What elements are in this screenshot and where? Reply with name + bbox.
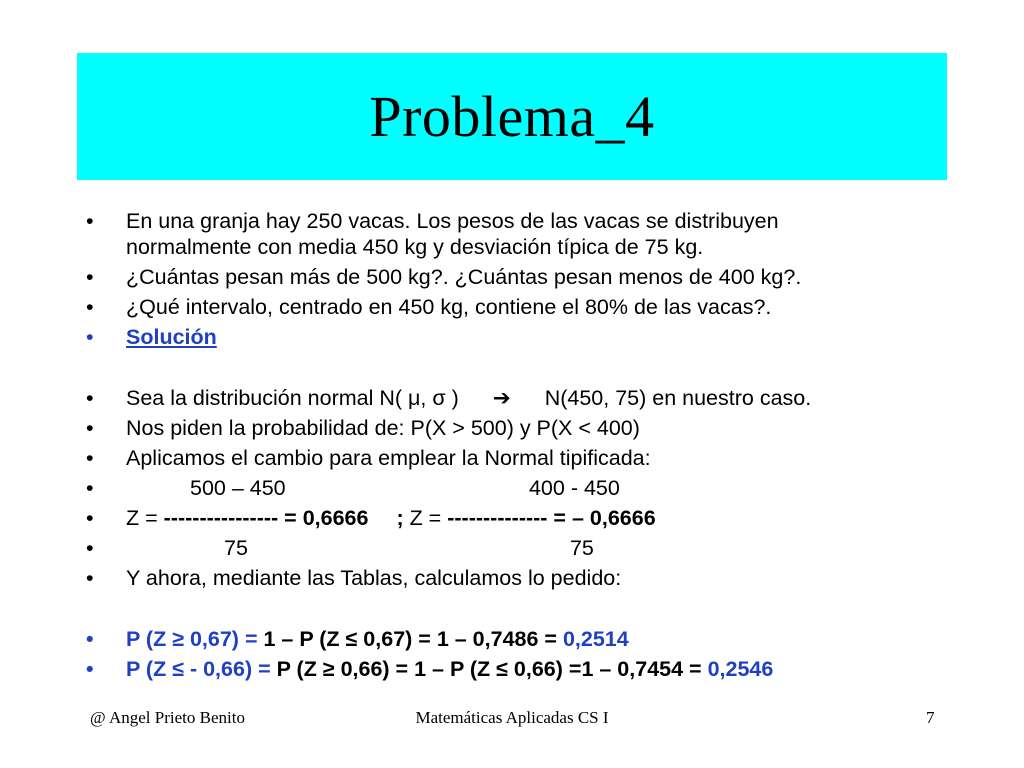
bullet-item [86,264,966,290]
bullet-mark: • [86,386,94,410]
result-value: 0,2514 [562,627,629,651]
bullet-mark: • [86,657,94,681]
bullet-text: N(450, 75) en nuestro caso. [544,386,812,410]
slide-content [86,208,966,686]
solution-link[interactable]: Solución [126,325,217,349]
numerator-1: 500 – 450 [189,476,286,500]
title-banner [77,53,947,180]
bullet-text: ¿Cuántas pesan más de 500 kg?. ¿Cuántas pesan menos de 400 kg?. [126,265,802,289]
denominator-1: 75 [223,536,248,560]
bullet-item [86,565,966,591]
bullet-item [86,324,966,350]
bullet-mark: • [86,446,94,470]
result-value: 0,2546 [707,657,774,681]
spacer [86,354,966,385]
bullet-item [86,656,966,682]
result-calc: P (Z ≥ 0,66) = 1 – P (Z ≤ 0,66) =1 – 0,7454 = [276,657,708,681]
bullet-mark: • [86,265,94,289]
footer-author: @ Angel Prieto Benito [90,708,245,727]
arrow-icon: ➔ [492,386,511,410]
bullet-text: En una granja hay 250 vacas. Los pesos de las vacas se distribuyen [126,209,779,233]
bullet-text: ¿Qué intervalo, centrado en 450 kg, contiene el 80% de las vacas?. [126,295,772,319]
bullet-item [86,626,966,652]
bullet-text: Y ahora, mediante las Tablas, calculamos lo pedido: [126,566,622,590]
numerator-2: 400 - 450 [528,476,620,500]
fraction-2: -------------- = – 0,6666 [447,506,656,530]
bullet-item [86,294,966,320]
bullet-mark: • [86,536,94,560]
result-lhs: P (Z ≥ 0,67) = [126,627,264,651]
footer-course: Matemáticas Aplicadas CS I [415,708,609,727]
bullet-item [86,415,966,441]
bullet-mark: • [86,566,94,590]
spacer [86,595,966,626]
bullet-text: Sea la distribución normal N( μ, σ ) [126,386,459,410]
bullet-text: Nos piden la probabilidad de: P(X > 500) y P(X < 400) [126,416,640,440]
bullet-item [86,445,966,471]
z-label: Z = [126,506,164,530]
result-lhs: P (Z ≤ - 0,66) = [126,657,277,681]
result-calc: 1 – P (Z ≤ 0,67) = 1 – 0,7486 = [263,627,563,651]
bullet-mark: • [86,295,94,319]
bullet-mark: • [86,325,94,349]
separator: ; [390,506,410,530]
bullet-mark: • [86,209,94,233]
bullet-text: normalmente con media 450 kg y desviación típica de 75 kg. [126,235,704,259]
z-label: Z = [409,506,448,530]
denominator-2: 75 [569,536,594,560]
bullet-mark: • [86,506,94,530]
bullet-mark: • [86,476,94,500]
bullet-item [86,208,966,260]
bullet-item [86,475,966,501]
bullet-text: Aplicamos el cambio para emplear la Normal tipificada: [126,446,651,470]
bullet-item [86,385,966,411]
bullet-item [86,505,966,531]
slide-title: Problema_4 [369,84,655,149]
bullet-item [86,535,966,561]
footer-page-number: 7 [926,708,935,727]
bullet-mark: • [86,416,94,440]
bullet-mark: • [86,627,94,651]
fraction-1: ---------------- = 0,6666 [163,506,369,530]
